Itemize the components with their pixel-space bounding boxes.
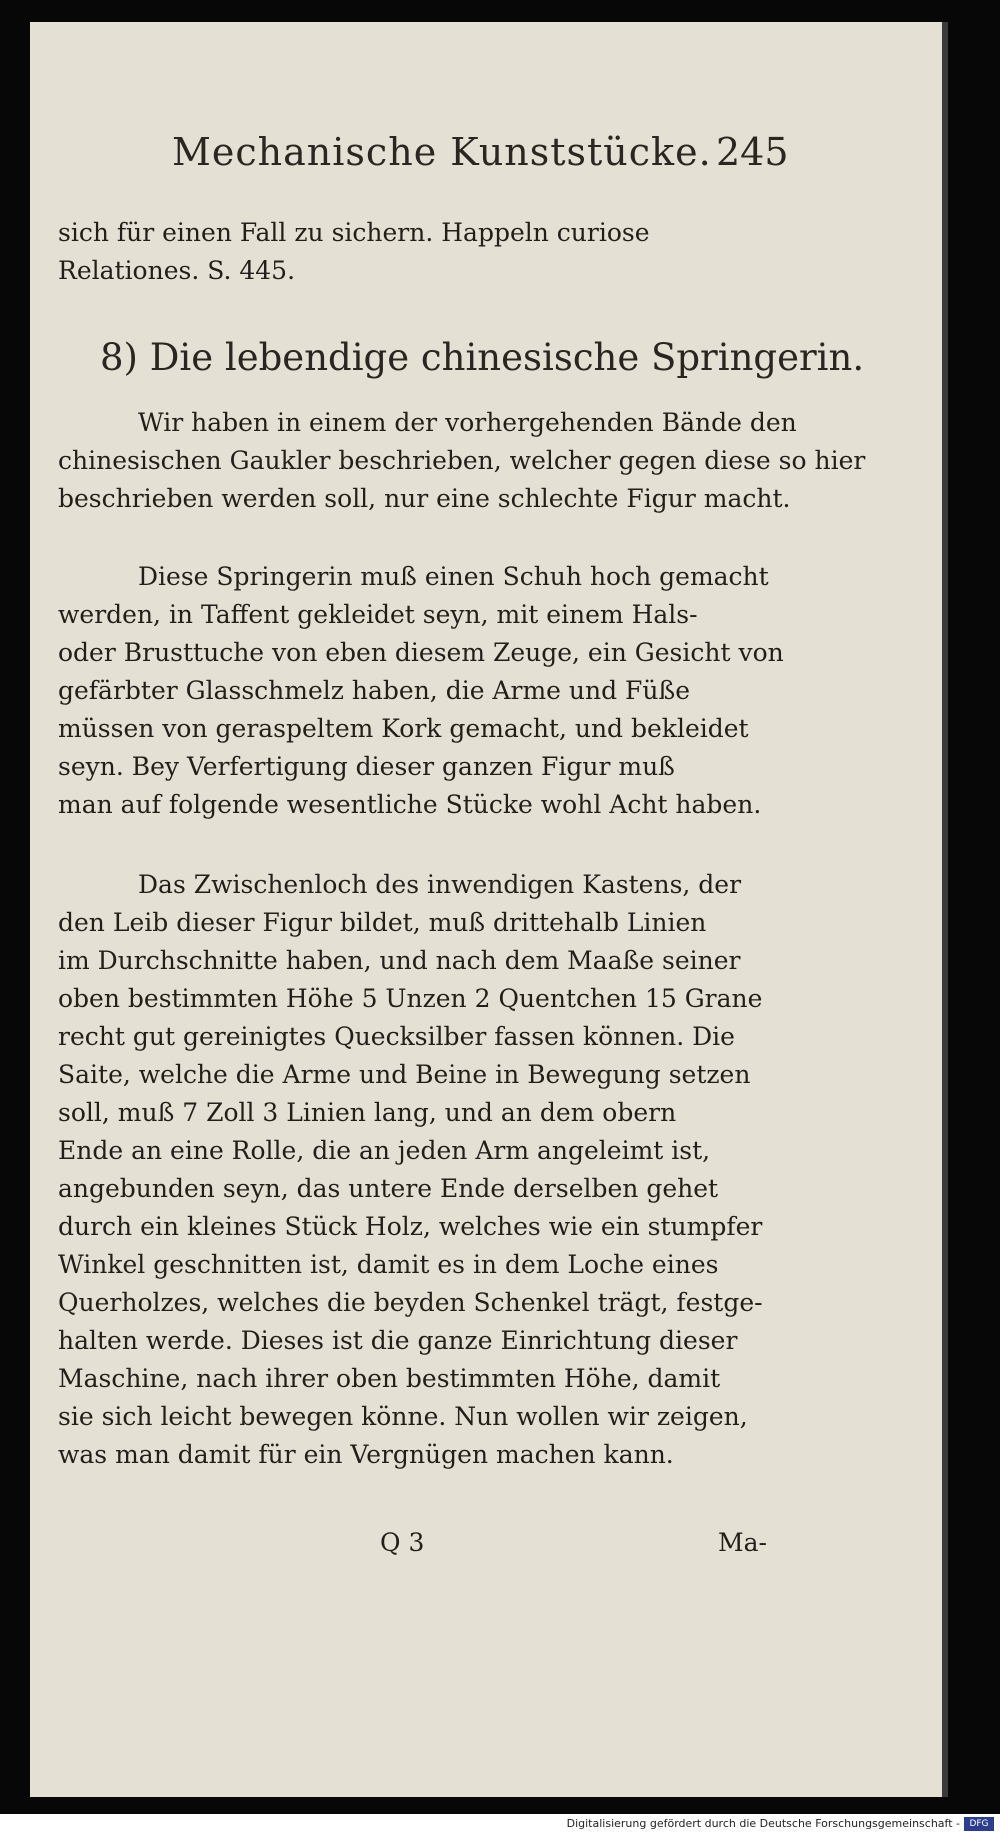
paragraph-line: Diese Springerin muß einen Schuh hoch gemacht — [138, 562, 769, 591]
paragraph-line: seyn. Bey Verfertigung dieser ganzen Figur muß — [58, 752, 675, 781]
paragraph-line: was man damit für ein Vergnügen machen kann. — [58, 1440, 674, 1469]
catchword: Ma- — [718, 1528, 767, 1557]
paragraph-line: halten werde. Dieses ist die ganze Einrichtung dieser — [58, 1326, 738, 1355]
intro-line: Relationes. S. 445. — [58, 256, 296, 285]
paragraph-line: Wir haben in einem der vorhergehenden Bände den — [138, 408, 797, 437]
paragraph-line: soll, muß 7 Zoll 3 Linien lang, und an dem obern — [58, 1098, 677, 1127]
paragraph-line: Saite, welche die Arme und Beine in Bewegung setzen — [58, 1060, 751, 1089]
running-title: Mechanische Kunststücke. — [172, 130, 712, 174]
paragraph-line: müssen von geraspeltem Kork gemacht, und bekleidet — [58, 714, 749, 743]
paragraph-line: angebunden seyn, das untere Ende derselben gehet — [58, 1174, 719, 1203]
paragraph-line: oben bestimmten Höhe 5 Unzen 2 Quentchen 15 Grane — [58, 984, 763, 1013]
dfg-logo-badge: DFG — [964, 1817, 994, 1831]
signature-mark: Q 3 — [380, 1528, 425, 1557]
paragraph-line: oder Brusttuche von eben diesem Zeuge, ein Gesicht von — [58, 638, 784, 667]
footer-credit: Digitalisierung gefördert durch die Deutsche Forschungsgemeinschaft - — [566, 1817, 960, 1830]
paragraph-line: recht gut gereinigtes Quecksilber fassen können. Die — [58, 1022, 735, 1051]
paragraph-line: Ende an eine Rolle, die an jeden Arm angeleimt ist, — [58, 1136, 711, 1165]
paragraph-line: Maschine, nach ihrer oben bestimmten Höhe, damit — [58, 1364, 721, 1393]
paragraph-line: chinesischen Gaukler beschrieben, welcher gegen diese so hier — [58, 446, 866, 475]
paragraph-line: man auf folgende wesentliche Stücke wohl Acht haben. — [58, 790, 762, 819]
paragraph-line: sie sich leicht bewegen könne. Nun wollen wir zeigen, — [58, 1402, 748, 1431]
page-number: 245 — [716, 130, 789, 174]
paragraph-line: im Durchschnitte haben, und nach dem Maaße seiner — [58, 946, 741, 975]
paragraph-line: Das Zwischenloch des inwendigen Kastens, der — [138, 870, 742, 899]
paragraph-line: gefärbter Glasschmelz haben, die Arme und Füße — [58, 676, 690, 705]
paragraph-line: durch ein kleines Stück Holz, welches wie ein stumpfer — [58, 1212, 763, 1241]
intro-line: sich für einen Fall zu sichern. Happeln curiose — [58, 218, 650, 247]
paragraph-line: den Leib dieser Figur bildet, muß drittehalb Linien — [58, 908, 707, 937]
paragraph-line: Winkel geschnitten ist, damit es in dem Loche eines — [58, 1250, 719, 1279]
paragraph-line: werden, in Taffent gekleidet seyn, mit einem Hals- — [58, 600, 698, 629]
paragraph-line: beschrieben werden soll, nur eine schlechte Figur macht. — [58, 484, 791, 513]
paragraph-line: Querholzes, welches die beyden Schenkel trägt, festge- — [58, 1288, 763, 1317]
section-heading: 8) Die lebendige chinesische Springerin. — [100, 336, 865, 379]
